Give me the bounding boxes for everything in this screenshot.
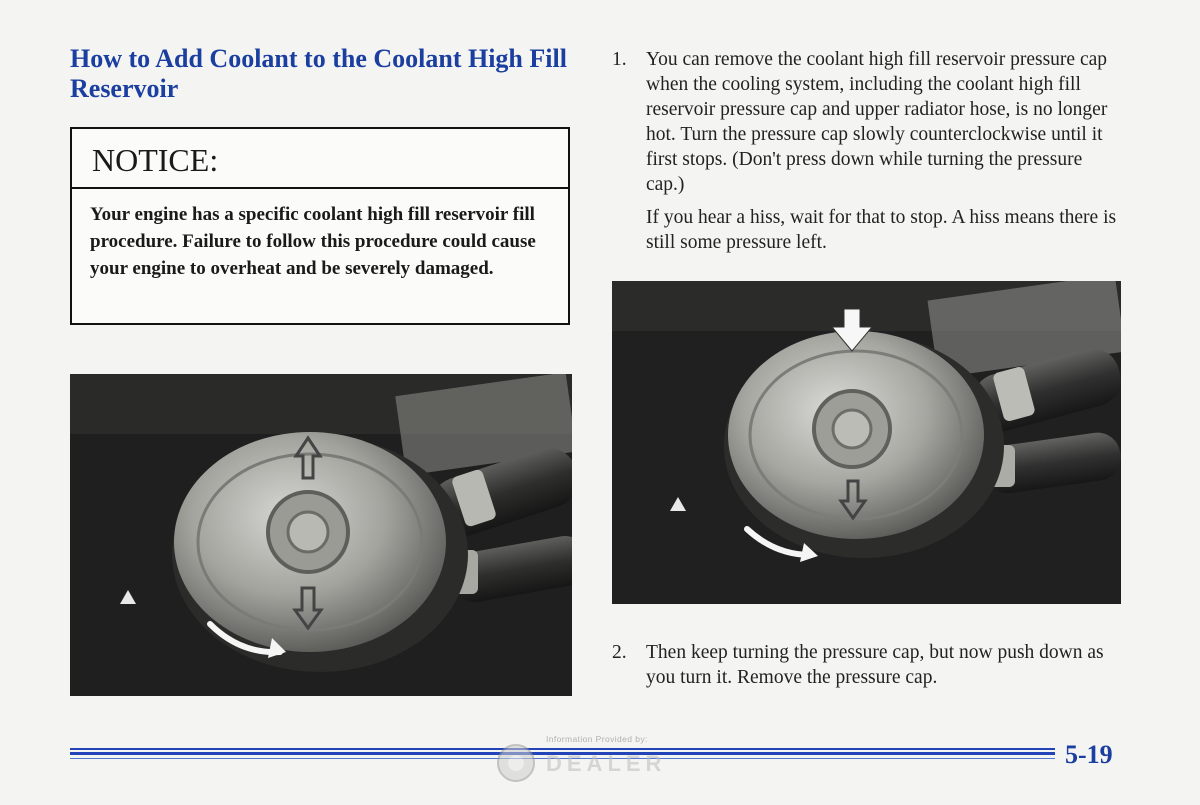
step-2 bbox=[612, 640, 1122, 690]
page-number: 5-19 bbox=[1065, 740, 1113, 769]
dealer-logo bbox=[494, 741, 694, 790]
step-1-number: 1. bbox=[612, 49, 627, 70]
pressure-cap-push-illustration bbox=[612, 281, 1121, 604]
watermark-caption: Information Provided by: bbox=[546, 734, 648, 744]
step-2-text: Then keep turning the pressure cap, but now push down as you turn it. Remove the pressure cap. bbox=[646, 642, 1104, 688]
dealer-logo-text: DEALER bbox=[546, 751, 667, 776]
step-1-text: You can remove the coolant high fill reservoir pressure cap when the cooling system, including the coolant high fill reservoir pressure cap and upper radiator hose, is no longer hot. Turn the pressure cap slowly counterclockwise until it first stops. (Don't press down while turning the pressure cap.) bbox=[646, 49, 1108, 195]
notice-box bbox=[70, 127, 570, 325]
notice-heading: NOTICE: bbox=[72, 129, 568, 189]
pressure-cap-photo-push bbox=[612, 281, 1121, 604]
pressure-cap-illustration bbox=[70, 374, 572, 696]
step-2-number: 2. bbox=[612, 642, 627, 663]
section-title: How to Add Coolant to the Coolant High Fill Reservoir bbox=[70, 44, 567, 103]
notice-body: Your engine has a specific coolant high fill reservoir fill procedure. Failure to follow this procedure could cause your engine to overheat and be severely damaged. bbox=[90, 204, 536, 279]
step-1-note: If you hear a hiss, wait for that to stop. A hiss means there is still some pressure left. bbox=[646, 207, 1117, 253]
pressure-cap-photo-turning bbox=[70, 374, 572, 696]
step-1 bbox=[612, 47, 1122, 197]
